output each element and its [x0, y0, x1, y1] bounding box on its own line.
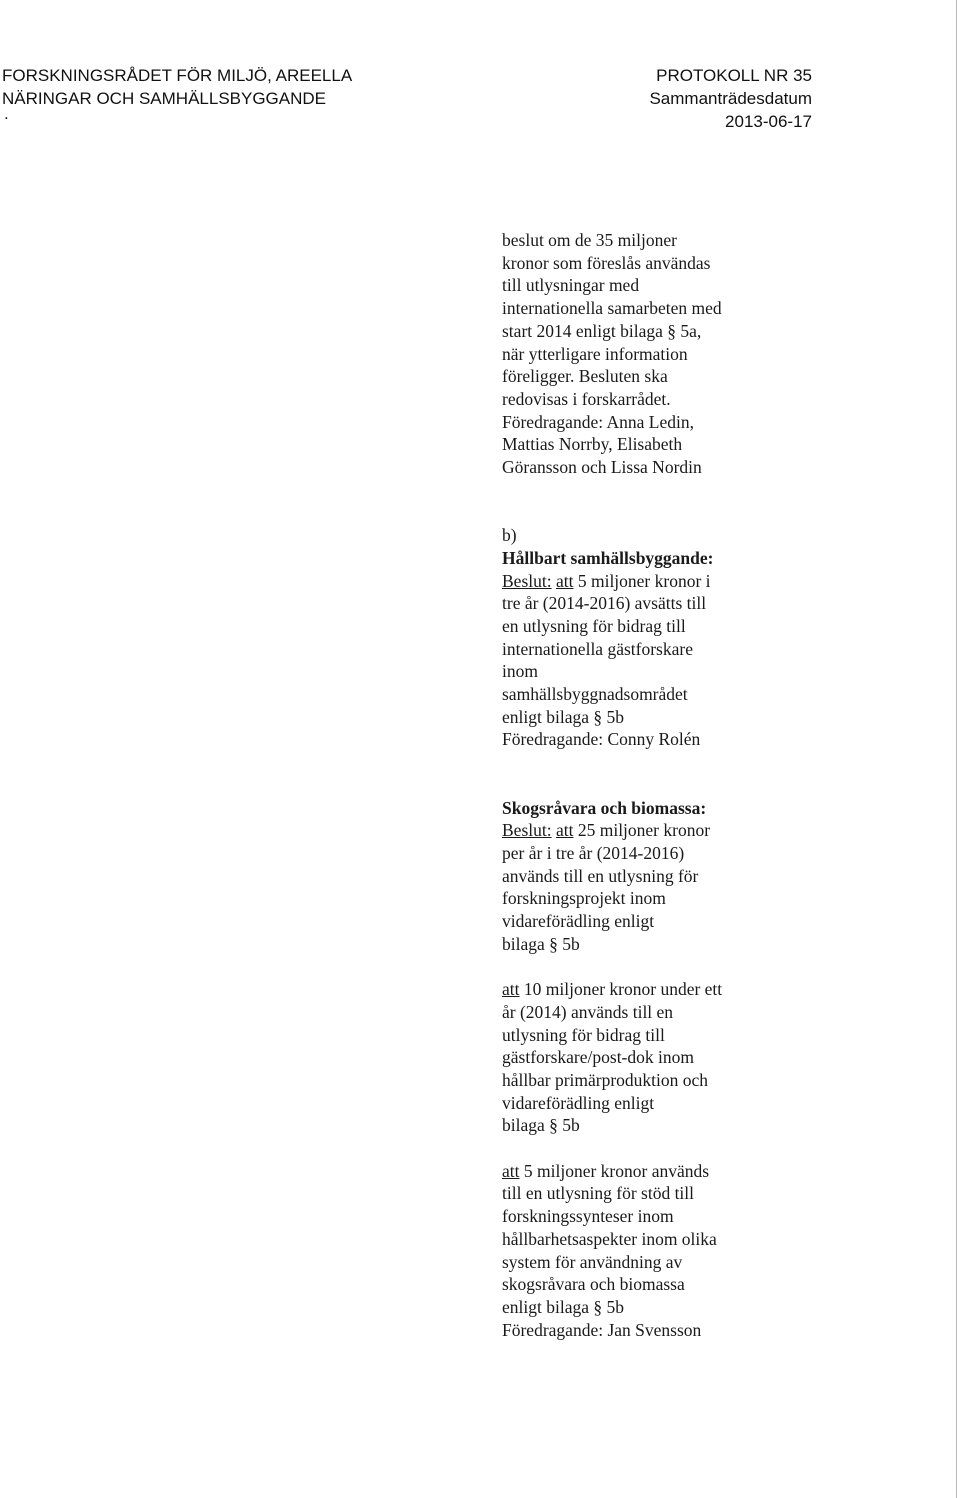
- text-line: beslut om de 35 miljoner: [502, 230, 677, 250]
- text-line: till utlysningar med: [502, 275, 640, 296]
- date-label: Sammanträdesdatum: [649, 89, 812, 108]
- section-att-2: [502, 978, 802, 1137]
- section-b-first-line: [502, 570, 802, 593]
- text-line: bilaga § 5b: [502, 933, 580, 954]
- text-line: hållbarhetsaspekter inom olika: [502, 1228, 717, 1249]
- text-line: per år i tre år (2014-2016): [502, 842, 685, 863]
- text-line: vidareförädling enligt: [502, 1092, 655, 1113]
- text-line: internationella gästforskare: [502, 638, 693, 659]
- meeting-date: 2013-06-17: [725, 112, 812, 131]
- text-line: vidareförädling enligt: [502, 911, 655, 932]
- text-line: utlysning för bidrag till: [502, 1024, 665, 1045]
- text-segment: 10 miljoner kronor under ett: [519, 979, 723, 1000]
- section-skogsravara: [502, 797, 802, 956]
- text-line: kronor som föreslås användas: [502, 252, 711, 273]
- protocol-header: [649, 64, 812, 133]
- att-label: att: [502, 979, 520, 1000]
- protocol-number: PROTOKOLL NR 35: [656, 66, 812, 85]
- att-label: att: [502, 1160, 520, 1181]
- text-line: år (2014) används till en: [502, 1001, 674, 1022]
- text-line: skogsråvara och biomassa: [502, 1274, 685, 1295]
- text-line: Göransson och Lissa Nordin: [502, 457, 702, 478]
- text-line: föreligger. Besluten ska: [502, 366, 668, 387]
- att-label: att: [555, 820, 574, 841]
- section-b: [502, 524, 802, 751]
- text-line: forskningsprojekt inom: [502, 888, 666, 909]
- organization-header: [2, 64, 352, 110]
- text-line: Föredragande: Anna Ledin,: [502, 411, 694, 432]
- text-line: till en utlysning för stöd till: [502, 1183, 695, 1204]
- decision-text: [502, 229, 802, 1341]
- text-segment: 5 miljoner kronor i: [573, 570, 711, 591]
- section-b-label: b): [502, 525, 517, 546]
- page-edge-line: [956, 0, 957, 1498]
- section-att-3: [502, 1160, 802, 1342]
- org-line-1: FORSKNINGSRÅDET FÖR MILJÖ, AREELLA: [2, 66, 353, 85]
- text-line: internationella samarbeten med: [502, 298, 722, 319]
- section-skog-heading: Skogsråvara och biomassa:: [502, 797, 707, 818]
- text-line: samhällsbyggnadsområdet: [502, 684, 688, 705]
- text-line: används till en utlysning för: [502, 865, 699, 886]
- section-att3-first-line: [502, 1160, 802, 1183]
- section-att2-first-line: [502, 978, 802, 1001]
- beslut-label: Beslut:: [502, 820, 552, 841]
- text-segment: 5 miljoner kronor används: [519, 1160, 710, 1181]
- att-label: att: [555, 570, 574, 591]
- text-line: gästforskare/post-dok inom: [502, 1047, 694, 1068]
- block-1: [502, 229, 802, 479]
- text-line: inom: [502, 661, 538, 682]
- header-dot: .: [4, 104, 9, 123]
- text-line: enligt bilaga § 5b: [502, 1296, 624, 1317]
- section-b-heading: Hållbart samhällsbyggande:: [502, 547, 714, 568]
- text-line: Mattias Norrby, Elisabeth: [502, 434, 683, 455]
- text-line: system för användning av: [502, 1251, 683, 1272]
- text-line: forskningssynteser inom: [502, 1206, 674, 1227]
- text-line: Föredragande: Conny Rolén: [502, 729, 701, 750]
- text-line: tre år (2014-2016) avsätts till: [502, 593, 707, 614]
- beslut-label: Beslut:: [502, 570, 552, 591]
- text-line: hållbar primärproduktion och: [502, 1069, 709, 1090]
- text-line: start 2014 enligt bilaga § 5a,: [502, 320, 702, 341]
- text-line: redovisas i forskarrådet.: [502, 388, 671, 409]
- text-segment: 25 miljoner kronor: [573, 820, 711, 841]
- text-line: enligt bilaga § 5b: [502, 706, 624, 727]
- text-line: Föredragande: Jan Svensson: [502, 1319, 702, 1340]
- text-line: bilaga § 5b: [502, 1115, 580, 1136]
- org-line-2: NÄRINGAR OCH SAMHÄLLSBYGGANDE: [2, 89, 327, 108]
- text-line: när ytterligare information: [502, 343, 688, 364]
- section-skog-first-line: [502, 819, 802, 842]
- text-line: en utlysning för bidrag till: [502, 615, 686, 636]
